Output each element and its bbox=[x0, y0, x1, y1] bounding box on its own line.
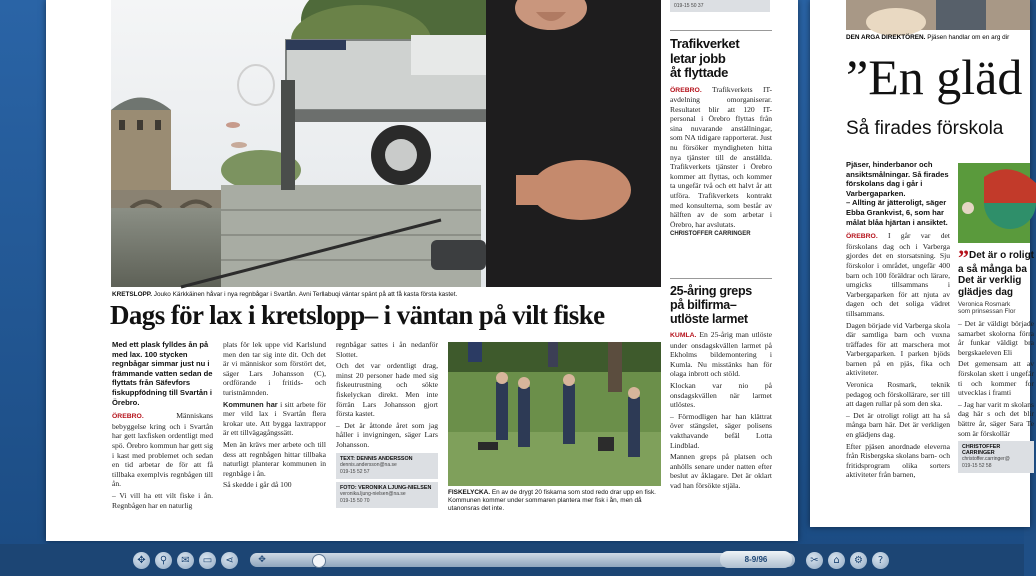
photo-caption bbox=[112, 291, 662, 299]
right-col2-para-1: – Det är väldigt börjadе samarbet skolorna förra år funkar väldigt bra bergskaeleven Eli bbox=[958, 319, 1034, 357]
right-col1-para-4: – Det är otroligt roligt att ha så många barn här. Det är verkligen en glädjens dag. bbox=[846, 410, 950, 440]
small-caption-label: FISKELYCKA. bbox=[448, 489, 491, 496]
article-col-1 bbox=[112, 340, 213, 512]
right-page bbox=[810, 0, 1035, 527]
right-photo-2 bbox=[958, 163, 1030, 243]
col2-para-2: Kommunen har i sitt arbete för mer vild lax i Svartån flera krokar ute. Att bygga laxtrappor är ett tillvägagångssätt. bbox=[223, 399, 327, 438]
right-headline: ”En gläd bbox=[846, 49, 1023, 105]
move-icon: ✥ bbox=[137, 555, 146, 566]
right-col-1 bbox=[846, 160, 950, 482]
home-button[interactable] bbox=[828, 552, 845, 569]
col3-para-2: Och det var ordentligt drag, minst 20 personer hade med sig fiskeutrustning och sökte fiskelyckan direkt. Men inte förrän Lars Johansson gjort första kastet. bbox=[336, 361, 438, 419]
right-quote-lead: – Allting är jätteroligt, säger Ebba Grankvist, 6, som har målat blåa hjärtan i ansiktet. bbox=[846, 198, 948, 227]
right-photo-2-image bbox=[958, 163, 1030, 243]
right-top-photo bbox=[846, 0, 1030, 30]
article-lead: Med ett plask fylldes ån på med lax. 100 stycken regnbågar simmar just nu i främmande vatten sedan de flyttats från Säfevfors fiskuppfödning till Svartån i Örebro. bbox=[112, 340, 213, 407]
sidebar-story-1-byline: CHRISTOFFER CARRINGER bbox=[670, 231, 751, 238]
right-credit: CHRISTOFFER CARRINGER christoffer.carringer@ 019-15 52 58 bbox=[958, 441, 1034, 473]
right-kicker-text: Pjäsen handlar om en arg dir bbox=[927, 34, 1010, 41]
sidebar-story-2-para-4: Mannen greps på platsen och anhölls senare under natten efter beslut av åklagare. Det är oklart vad han försökte stjäla. bbox=[670, 452, 772, 490]
right-col1-para-1: ÖREBRO. I går var det förskolans dag och i Varberga gjordes det en storsatsning. Sju förskolor i området, ungefär 400 barn och 100 föräldrar och lärare, umgicks tillsammans i Varbergaparken för att njuta av dagen och det soliga vädret tillsammans. bbox=[846, 231, 950, 318]
article-col-3 bbox=[336, 340, 438, 511]
small-photo-caption bbox=[448, 489, 661, 514]
col1-para-1: ÖREBRO. Människans bebyggelse kring och i Svartån har gett laxfisken ordentligt med spö. Örebro kommun har gett sig i kast med problemet och sedan en tid arbetar de för att få tillbaka exemplvis regnbågen till ån. bbox=[112, 411, 213, 489]
sidebar-story-1 bbox=[670, 37, 772, 237]
col2-subhead: Kommunen har bbox=[223, 399, 278, 409]
right-col1-para-3: Veronica Rosmark, teknik pedagog och förskollärare, ser till att dagen rullar på som den ska. bbox=[846, 380, 950, 409]
article-col-2 bbox=[223, 340, 326, 492]
page-slider[interactable] bbox=[250, 553, 795, 567]
settings-button[interactable] bbox=[850, 552, 867, 569]
zoom-button[interactable] bbox=[155, 552, 172, 569]
help-button[interactable] bbox=[872, 552, 889, 569]
pullquote-role: som prinsessan Flor bbox=[958, 308, 1016, 315]
sidebar-story-2-para-1: KUMLA. En 25-årig man utlöste under onsdagskvällen larmet på Ekholms bildemontering i Kumla. Nu misstänks han för olaga inbrott och stöld. bbox=[670, 330, 772, 379]
right-col1-para-2: Dagen började vid Varberga skola där samtliga barn och vuxna träffades för att marschera mot Varbergaparken. I parken bjöds barnen på en pjäs, fika och aktiviteter. bbox=[846, 320, 950, 378]
page-number[interactable]: 8-9/96 bbox=[720, 551, 792, 568]
mail-icon: ✉ bbox=[181, 555, 190, 566]
sidebar-story-1-body: ÖREBRO. Trafikverkets IT-avdelning omorganiserar. Resultatet blir att 120 IT-personal i Örebro flyttas från sina nuvarande anställningar, som NA tidigare rapporterat. Just nu försöker myndigheten hitta nya tjänster till de anställda. Trafikverkets tjänster i Örebro kommer att flyttas, och kommer ta ungefär två och ett halvt år att utföra. Trafikverkets kontrakt med konsulterna, som består av hälften av de som arbetar i Örebro, har avslutats. bbox=[670, 84, 772, 229]
tools-icon: ✂ bbox=[810, 555, 819, 566]
help-icon: ? bbox=[877, 555, 884, 566]
pullquote: ”Det är o roligt a så många ba Det är verklig glädjes dag bbox=[958, 245, 1035, 298]
small-caption-text: En av de drygt 20 fiskarna som stod redo drar upp en fisk. Kommunen kommer under sommaren plantera mer fisk i ån, men då utanonsras det inte. bbox=[448, 489, 656, 513]
left-page bbox=[46, 0, 798, 541]
right-top-photo-image bbox=[846, 0, 1030, 30]
col1-dateline: ÖREBRO. bbox=[112, 413, 144, 421]
col3-para-1: regnbågar sattes i ån nedanför Slottet. bbox=[336, 340, 438, 359]
small-photo bbox=[448, 342, 661, 486]
share-button[interactable] bbox=[221, 552, 238, 569]
right-lead: Pjäser, hinderbanor och ansiktsmålningar. Så firades förskolans dag i går i Varbergaparken. bbox=[846, 160, 949, 198]
pullquote-mark: ” bbox=[958, 245, 969, 270]
print-icon: ▭ bbox=[202, 555, 213, 566]
sidebar-story-2 bbox=[670, 284, 772, 493]
top-credit-phone: 019-15 50 37 bbox=[674, 3, 704, 9]
share-icon: ⋖ bbox=[225, 555, 234, 566]
sidebar-story-1-headline: Trafikverket letar jobb åt flyttade bbox=[670, 36, 740, 80]
photo-caption-text: Jouko Kärkkäinen håvar i nya regnbågar i Svartån. Avni Terllabuqi väntar spänt på att få kasta första kastet. bbox=[153, 291, 458, 298]
main-photo-image bbox=[111, 0, 661, 287]
col1-para-2: – Vi vill ha ett vilt fiske i ån. Regnbågen har en naturlig bbox=[112, 490, 213, 510]
sidebar-rule-2 bbox=[670, 278, 772, 279]
right-col2-para-2: Det gemensam att av förskolan skett i ungefär ti och kommer for utvecklas i framti bbox=[958, 359, 1034, 398]
zoom-icon: ⚲ bbox=[159, 555, 168, 566]
col2-para-3: Men än krävs mer arbete och till dess att regnbågen hittar tillbaka naturligt planterar kommunen in regnbåge i ån. bbox=[223, 439, 326, 478]
right-kicker bbox=[846, 34, 1036, 41]
grid-button[interactable] bbox=[806, 552, 823, 569]
pullquote-name: Veronica Rosmark bbox=[958, 301, 1011, 308]
sidebar-story-2-para-3: – Förmodligen har han klättrat över stängslet, säger polisens vakthavande befäl Lotta Lindblad. bbox=[670, 411, 772, 450]
sidebar-story-2-para-2: Klockan var nio på onsdagskvällen när larmet utlöstes. bbox=[670, 380, 772, 410]
col2-para-1: plats för lek uppe vid Karlslund men den tar sig inte dit. Och det är vi människor som förstört det, säger Lars Johansson (C), ordförande i fritids- och turistnämnden. bbox=[223, 340, 326, 397]
right-col1-para-5: Efter pjäsen anordnade eleverna från Risbergska skolans barn- och fritidsprogram olika sorters aktiviteter från barnen, bbox=[846, 441, 950, 480]
col3-para-3: – Det är åttonde året som jag håller i invigningen, säger Lars Johansson. bbox=[336, 420, 438, 449]
main-headline: Dags för lax i kretslopp– i väntan på vilt fiske bbox=[110, 300, 605, 330]
sidebar-story-2-headline: 25-åring greps på bilfirma– utlöste larmet bbox=[670, 284, 752, 326]
settings-icon: ⚙ bbox=[854, 555, 863, 566]
top-credit bbox=[670, 0, 770, 12]
right-subheadline: Så firades förskola bbox=[846, 118, 1004, 139]
col2-para-4: Så skedde i går då 100 bbox=[223, 480, 292, 490]
small-photo-image bbox=[448, 342, 661, 486]
right-col2-para-3: – Jag har varit m skolans dag här s och det blir bättre år, säger Sara Te som är förskollär bbox=[958, 399, 1034, 438]
home-icon: ⌂ bbox=[833, 555, 840, 566]
credit-photo: FOTO: VERONIKA LJUNG-NIELSEN veronika.ljung-nielsen@na.se 019-15 50 70 bbox=[336, 482, 438, 508]
slider-thumb[interactable] bbox=[312, 554, 326, 568]
print-button[interactable] bbox=[199, 552, 216, 569]
mail-button[interactable] bbox=[177, 552, 194, 569]
slider-grid-icon[interactable]: ✥ bbox=[258, 555, 266, 565]
move-button[interactable] bbox=[133, 552, 150, 569]
right-col-2 bbox=[958, 245, 1035, 476]
photo-caption-label: KRETSLOPP. bbox=[112, 291, 153, 298]
right-kicker-label: DEN ARGA DIREKTÖREN. bbox=[846, 34, 926, 41]
credit-text: TEXT: DENNIS ANDERSSON dennis.andersson@na.se 019-15 52 57 bbox=[336, 453, 438, 479]
main-photo bbox=[111, 0, 661, 287]
sidebar-rule-1 bbox=[670, 30, 772, 31]
